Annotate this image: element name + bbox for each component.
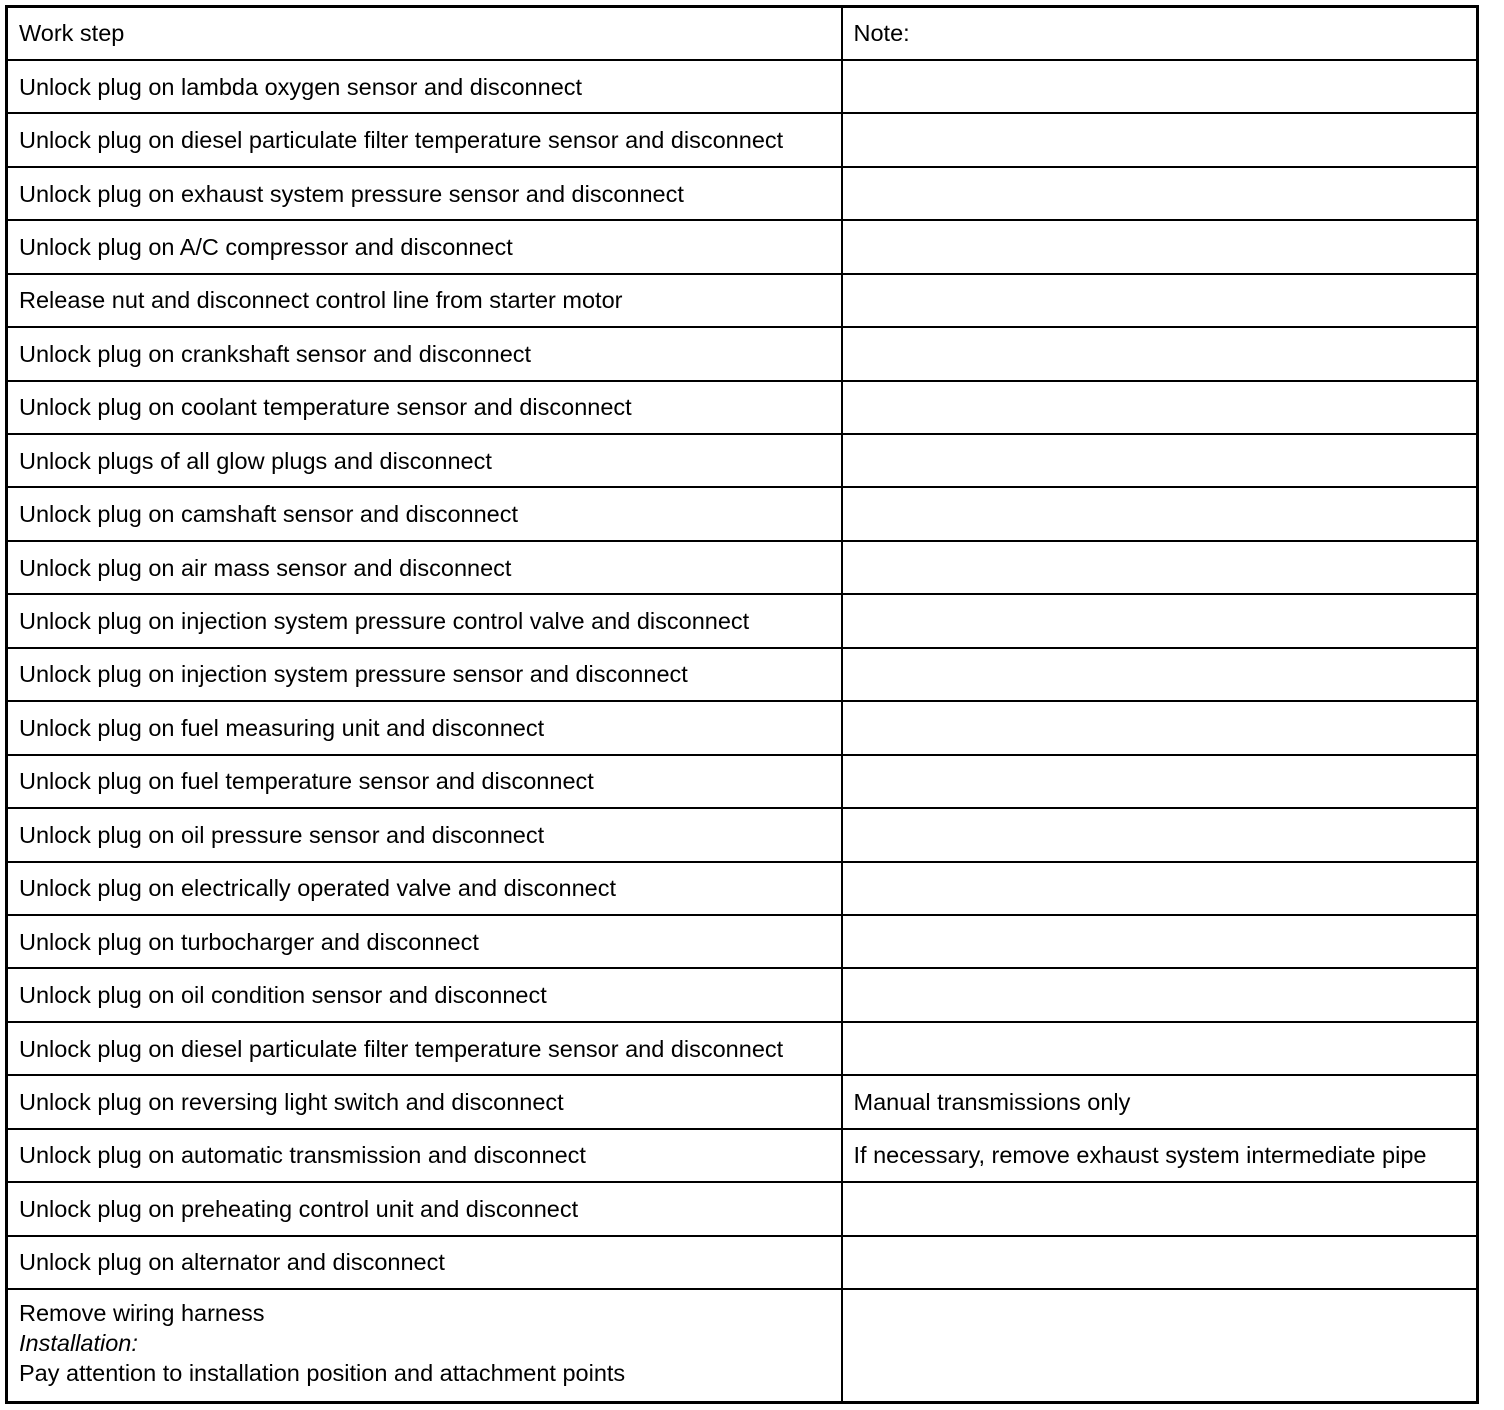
table-row [7, 381, 1478, 434]
table-row [7, 541, 1478, 594]
work-step-cell: Unlock plug on diesel particulate filter temperature sensor and disconnect [7, 1022, 842, 1075]
note-cell [842, 701, 1478, 754]
work-step-cell-wiring-harness [7, 1289, 842, 1402]
note-cell [842, 915, 1478, 968]
work-step-cell: Unlock plug on injection system pressure sensor and disconnect [7, 648, 842, 701]
note-cell [842, 1022, 1478, 1075]
work-step-cell: Unlock plug on coolant temperature sensor and disconnect [7, 381, 842, 434]
work-step-cell: Unlock plug on oil condition sensor and disconnect [7, 968, 842, 1021]
table-row [7, 434, 1478, 487]
note-cell: If necessary, remove exhaust system intermediate pipe [842, 1129, 1478, 1182]
table-row [7, 1022, 1478, 1075]
header-work-step: Work step [7, 7, 842, 60]
note-cell [842, 1289, 1478, 1402]
table-row [7, 1129, 1478, 1182]
table-row [7, 594, 1478, 647]
installation-label: Installation: [19, 1330, 138, 1356]
table-row [7, 487, 1478, 540]
note-cell [842, 594, 1478, 647]
work-step-cell: Unlock plug on fuel measuring unit and disconnect [7, 701, 842, 754]
work-step-cell: Unlock plug on crankshaft sensor and disconnect [7, 327, 842, 380]
table-row [7, 755, 1478, 808]
note-cell [842, 434, 1478, 487]
note-cell [842, 220, 1478, 273]
note-cell [842, 1236, 1478, 1289]
table-row [7, 701, 1478, 754]
note-cell [842, 487, 1478, 540]
table-row [7, 327, 1478, 380]
work-step-cell: Unlock plug on oil pressure sensor and disconnect [7, 808, 842, 861]
work-step-cell: Unlock plug on diesel particulate filter temperature sensor and disconnect [7, 113, 842, 166]
table-row [7, 220, 1478, 273]
work-steps-sheet [5, 5, 1476, 1404]
note-cell [842, 648, 1478, 701]
table-row [7, 113, 1478, 166]
work-step-cell: Unlock plug on turbocharger and disconnect [7, 915, 842, 968]
work-step-cell: Unlock plug on preheating control unit and disconnect [7, 1182, 842, 1235]
note-cell [842, 60, 1478, 113]
table-row [7, 1075, 1478, 1128]
work-step-cell: Unlock plug on A/C compressor and disconnect [7, 220, 842, 273]
note-cell [842, 808, 1478, 861]
table-row [7, 915, 1478, 968]
table-header-row [7, 7, 1478, 60]
note-cell: Manual transmissions only [842, 1075, 1478, 1128]
work-step-cell: Unlock plugs of all glow plugs and disconnect [7, 434, 842, 487]
note-cell [842, 541, 1478, 594]
table-row [7, 167, 1478, 220]
table-row [7, 862, 1478, 915]
note-cell [842, 167, 1478, 220]
note-cell [842, 862, 1478, 915]
work-step-cell: Unlock plug on air mass sensor and disconnect [7, 541, 842, 594]
work-step-cell: Unlock plug on lambda oxygen sensor and disconnect [7, 60, 842, 113]
work-step-cell: Unlock plug on electrically operated valve and disconnect [7, 862, 842, 915]
table-row [7, 1182, 1478, 1235]
installation-instruction-text: Pay attention to installation position and attachment points [19, 1360, 626, 1386]
note-cell [842, 755, 1478, 808]
work-steps-table [5, 5, 1479, 1404]
note-cell [842, 327, 1478, 380]
table-row [7, 648, 1478, 701]
remove-wiring-harness-text: Remove wiring harness [19, 1300, 265, 1326]
work-step-cell: Unlock plug on camshaft sensor and disconnect [7, 487, 842, 540]
table-row [7, 808, 1478, 861]
note-cell [842, 968, 1478, 1021]
table-row [7, 60, 1478, 113]
table-row [7, 1236, 1478, 1289]
work-step-cell: Release nut and disconnect control line from starter motor [7, 274, 842, 327]
table-row [7, 274, 1478, 327]
header-note: Note: [842, 7, 1478, 60]
work-step-cell: Unlock plug on automatic transmission and disconnect [7, 1129, 842, 1182]
work-step-cell: Unlock plug on reversing light switch and disconnect [7, 1075, 842, 1128]
note-cell [842, 1182, 1478, 1235]
table-row [7, 968, 1478, 1021]
work-step-cell: Unlock plug on injection system pressure control valve and disconnect [7, 594, 842, 647]
work-step-cell: Unlock plug on fuel temperature sensor and disconnect [7, 755, 842, 808]
work-step-cell: Unlock plug on exhaust system pressure sensor and disconnect [7, 167, 842, 220]
note-cell [842, 113, 1478, 166]
work-step-cell: Unlock plug on alternator and disconnect [7, 1236, 842, 1289]
note-cell [842, 381, 1478, 434]
table-row-wiring-harness [7, 1289, 1478, 1402]
note-cell [842, 274, 1478, 327]
